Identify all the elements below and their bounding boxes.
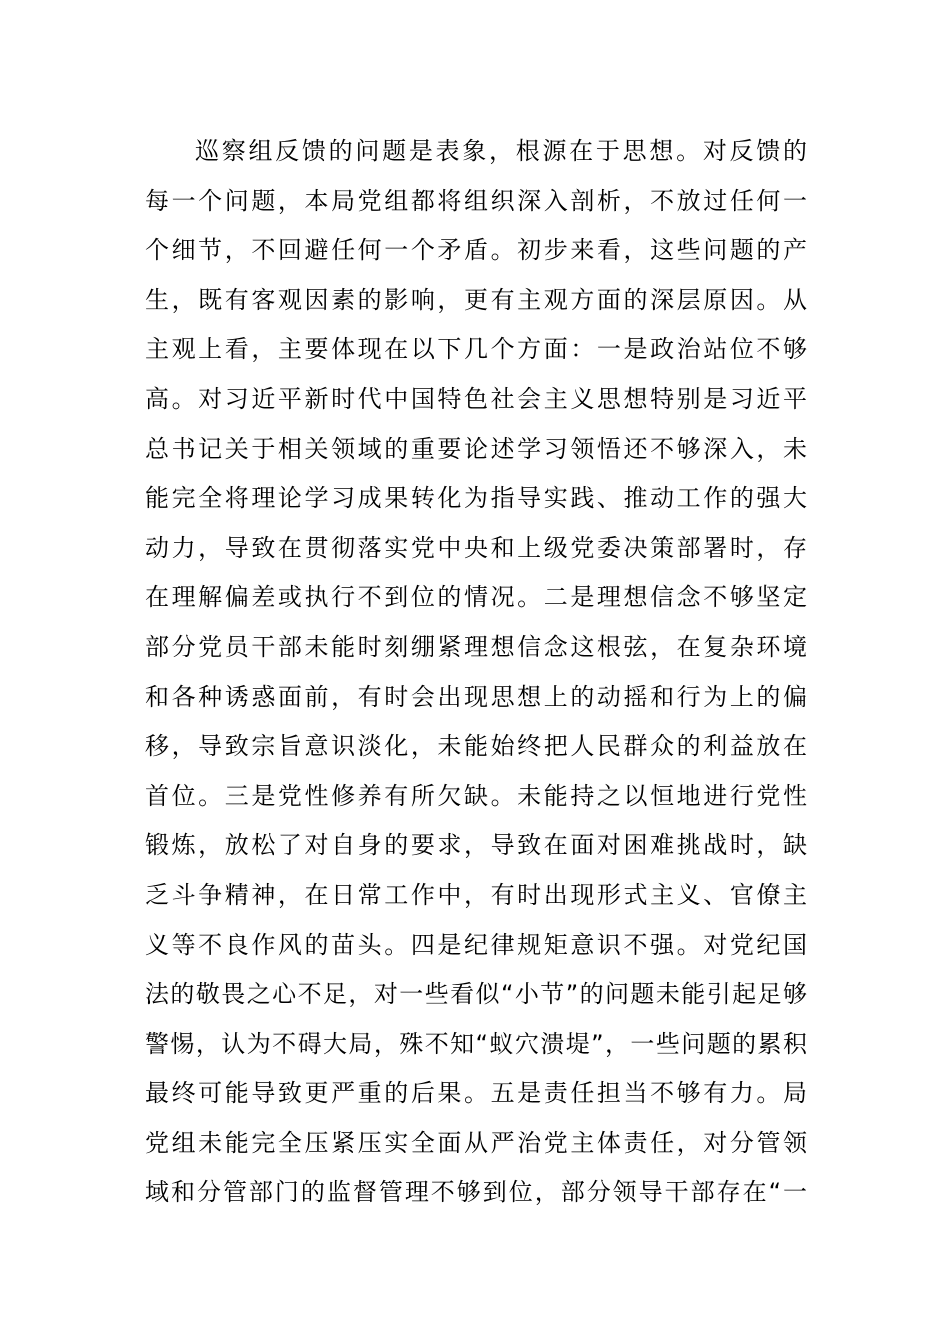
- text-line: 能完全将理论学习成果转化为指导实践、推动工作的强大: [145, 484, 807, 513]
- text-line: 锻炼，放松了对自身的要求，导致在面对困难挑战时，缺: [145, 831, 807, 860]
- text-line: 乏斗争精神，在日常工作中，有时出现形式主义、官僚主: [145, 880, 807, 909]
- body-paragraph: [145, 127, 807, 1218]
- text-line: 生，既有客观因素的影响，更有主观方面的深层原因。从: [145, 285, 807, 314]
- text-line: 和各种诱惑面前，有时会出现思想上的动摇和行为上的偏: [145, 682, 807, 711]
- text-line: 巡察组反馈的问题是表象，根源在于思想。对反馈的: [195, 137, 807, 165]
- text-line: 高。对习近平新时代中国特色社会主义思想特别是习近平: [145, 384, 807, 413]
- text-line: 警惕，认为不碍大局，殊不知“蚁穴溃堤”，一些问题的累积: [145, 1029, 807, 1058]
- text-line: 域和分管部门的监督管理不够到位，部分领导干部存在“一: [145, 1178, 807, 1207]
- text-line: 首位。三是党性修养有所欠缺。未能持之以恒地进行党性: [145, 781, 807, 810]
- text-line: 个细节，不回避任何一个矛盾。初步来看，这些问题的产: [145, 236, 807, 265]
- text-line: 动力，导致在贯彻落实党中央和上级党委决策部署时，存: [145, 533, 807, 562]
- text-line: 法的敬畏之心不足，对一些看似“小节”的问题未能引起足够: [145, 980, 807, 1009]
- text-line: 在理解偏差或执行不到位的情况。二是理想信念不够坚定: [145, 583, 807, 612]
- text-line: 义等不良作风的苗头。四是纪律规矩意识不强。对党纪国: [145, 930, 807, 959]
- text-line: 每一个问题，本局党组都将组织深入剖析，不放过任何一: [145, 186, 807, 215]
- text-line: 部分党员干部未能时刻绷紧理想信念这根弦，在复杂环境: [145, 632, 807, 661]
- text-line: 主观上看，主要体现在以下几个方面：一是政治站位不够: [145, 335, 807, 364]
- text-line: 最终可能导致更严重的后果。五是责任担当不够有力。局: [145, 1079, 807, 1108]
- text-line: 移，导致宗旨意识淡化，未能始终把人民群众的利益放在: [145, 732, 807, 761]
- text-line: 总书记关于相关领域的重要论述学习领悟还不够深入，未: [145, 434, 807, 463]
- text-line: 党组未能完全压紧压实全面从严治党主体责任，对分管领: [145, 1128, 807, 1157]
